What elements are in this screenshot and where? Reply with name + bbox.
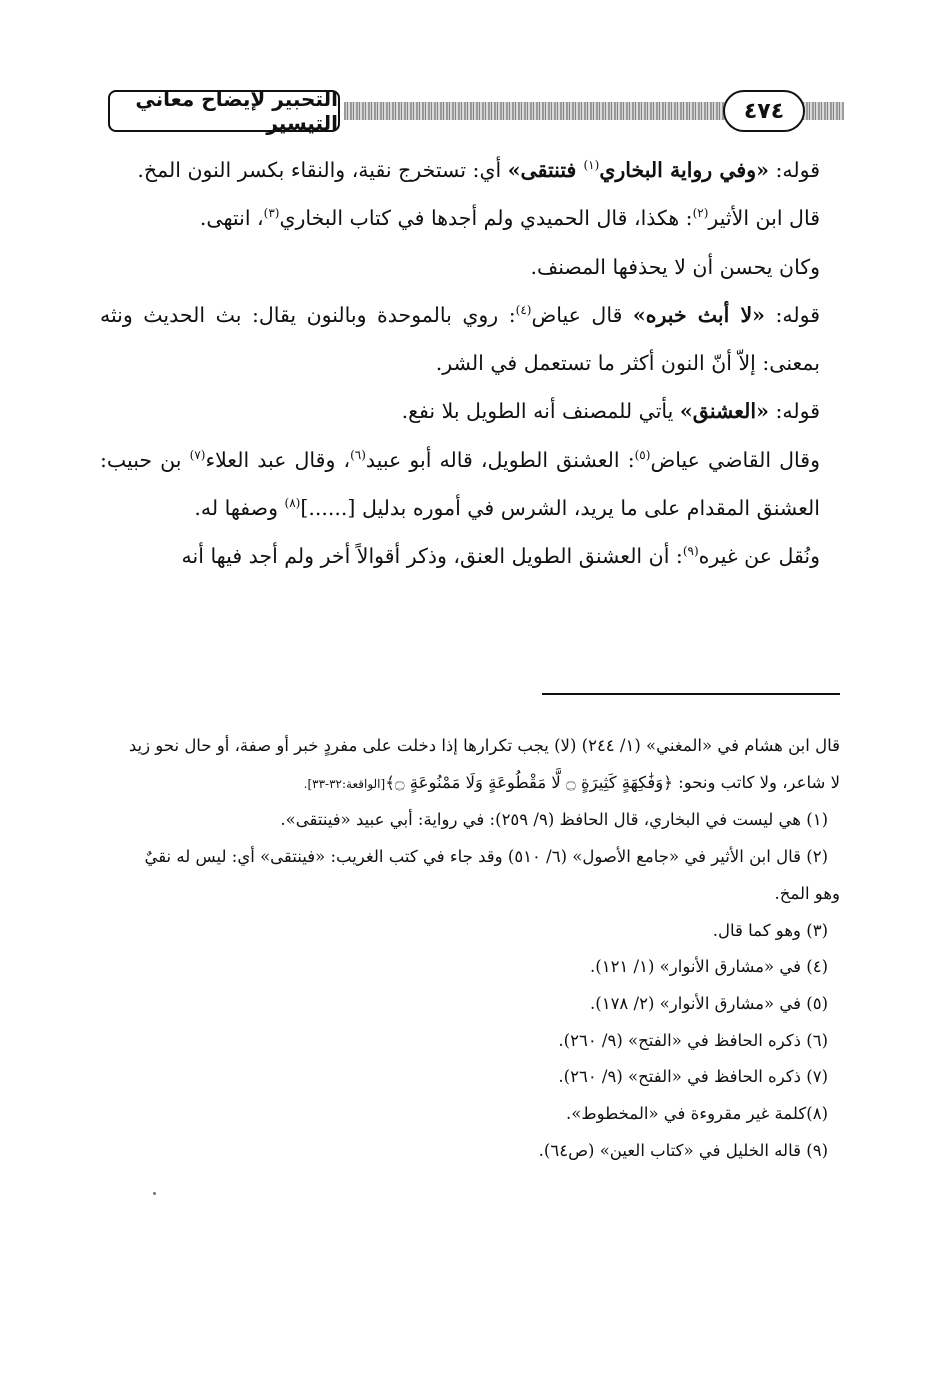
- book-title: التحبير لإيضاح معاني التيسير: [108, 90, 340, 132]
- paragraph-5: قوله: «العشنق» يأتي للمصنف أنه الطويل بلا نفع.: [401, 399, 820, 424]
- paragraph-7: ونُقل عن غيره$^{(٩)}$: أن العشنق الطويل العنق، وذكر أقوالاً أخر ولم أجد فيها أنه: [181, 544, 820, 569]
- footnote-2-continued: وهو المخ.: [774, 883, 840, 903]
- footnote-7: (٧) ذكره الحافظ في «الفتح» (٩/ ٢٦٠).: [558, 1067, 828, 1087]
- paragraph-2: قال ابن الأثير$^{(٢)}$: هكذا، قال الحميدي ولم أجدها في كتاب البخاري$^{(٣)}$، انتهى.: [199, 206, 820, 231]
- footnote-ref: (٦): [350, 447, 366, 462]
- footnote-1: (١) هي ليست في البخاري، قال الحافظ (٩/ ٢٥٩): في رواية: أبي عبيد «فينتقى».: [280, 810, 828, 830]
- footnote-9: (٩) قاله الخليل في «كتاب العين» (ص٦٤).: [538, 1140, 828, 1160]
- footnotes: [100, 728, 840, 1169]
- footnote-ref: (٢): [692, 206, 709, 221]
- footnote-separator: [542, 693, 840, 695]
- footnote-continued-line-1: قال ابن هشام في «المغني» (١/ ٢٤٤) (لا) يجب تكرارها إذا دخلت على مفردٍ خبر أو صفة، أو حال نحو زيد: [128, 736, 840, 755]
- paragraph-3: وكان يحسن أن لا يحذفها المصنف.: [530, 254, 820, 279]
- footnote-ref: (٩): [682, 544, 699, 559]
- footnote-ref: (٨): [284, 496, 301, 511]
- footnote-5: (٥) في «مشارق الأنوار» (٢/ ١٧٨).: [590, 993, 828, 1013]
- footnote-4: (٤) في «مشارق الأنوار» (١/ ١٢١).: [590, 957, 828, 977]
- paragraph-1: قوله: «وفي رواية البخاري$^{(١)}$ فتنتقى» أي: تستخرج نقية، والنقاء بكسر النون المخ.: [137, 158, 820, 182]
- paragraph-4: قوله: «لا أبث خبره» قال عياض$^{(٤)}$: روي بالموحدة وبالنون يقال: بث الحديث ونثه بمعنى: إلاّ أنّ النون أكثر ما تستعمل في الشر.: [100, 302, 821, 376]
- main-text: [100, 146, 840, 581]
- page-number: ٤٧٤: [723, 90, 805, 132]
- footnote-ref: (٤): [515, 303, 532, 318]
- footnote-8: (٨)كلمة غير مقروءة في «المخطوط».: [566, 1104, 828, 1124]
- footnote-2: (٢) قال ابن الأثير في «جامع الأصول» (٦/ ٥١٠) وقد جاء في كتب الغريب: «فينتقى» أي: ليس له نقيٌ: [144, 847, 828, 867]
- footnote-6: (٦) ذكره الحافظ في «الفتح» (٩/ ٢٦٠).: [558, 1030, 828, 1050]
- footnote-continued-line-2: لا شاعر، ولا كاتب ونحو: ﴿وَفَٰكِهَةٍ كَثِيرَةٍ ۝ لَّا مَقْطُوعَةٍ وَلَا مَمْنُوعَةٍ ۝﴾[الواقعة:٣٢-٣٣].: [303, 772, 840, 792]
- footnote-ref: (١): [583, 158, 600, 173]
- footnote-3: (٣) وهو كما قال.: [712, 920, 828, 940]
- paragraph-6: وقال القاضي عياض$^{(٥)}$: العشنق الطويل، قاله أبو عبيد$^{(٦)}$، وقال عبد العلاء$^{(٧)}$ بن حبيب: العشنق المقدام على ما يريد، الشرس في أموره بدليل [......]$^{(٨)}$ وصفها له.: [100, 447, 820, 521]
- footnote-ref: (٣): [263, 206, 280, 221]
- scan-speck: [153, 1192, 156, 1195]
- footnote-ref: (٧): [189, 447, 206, 462]
- page-header: [108, 88, 848, 138]
- footnote-ref: (٥): [634, 447, 651, 462]
